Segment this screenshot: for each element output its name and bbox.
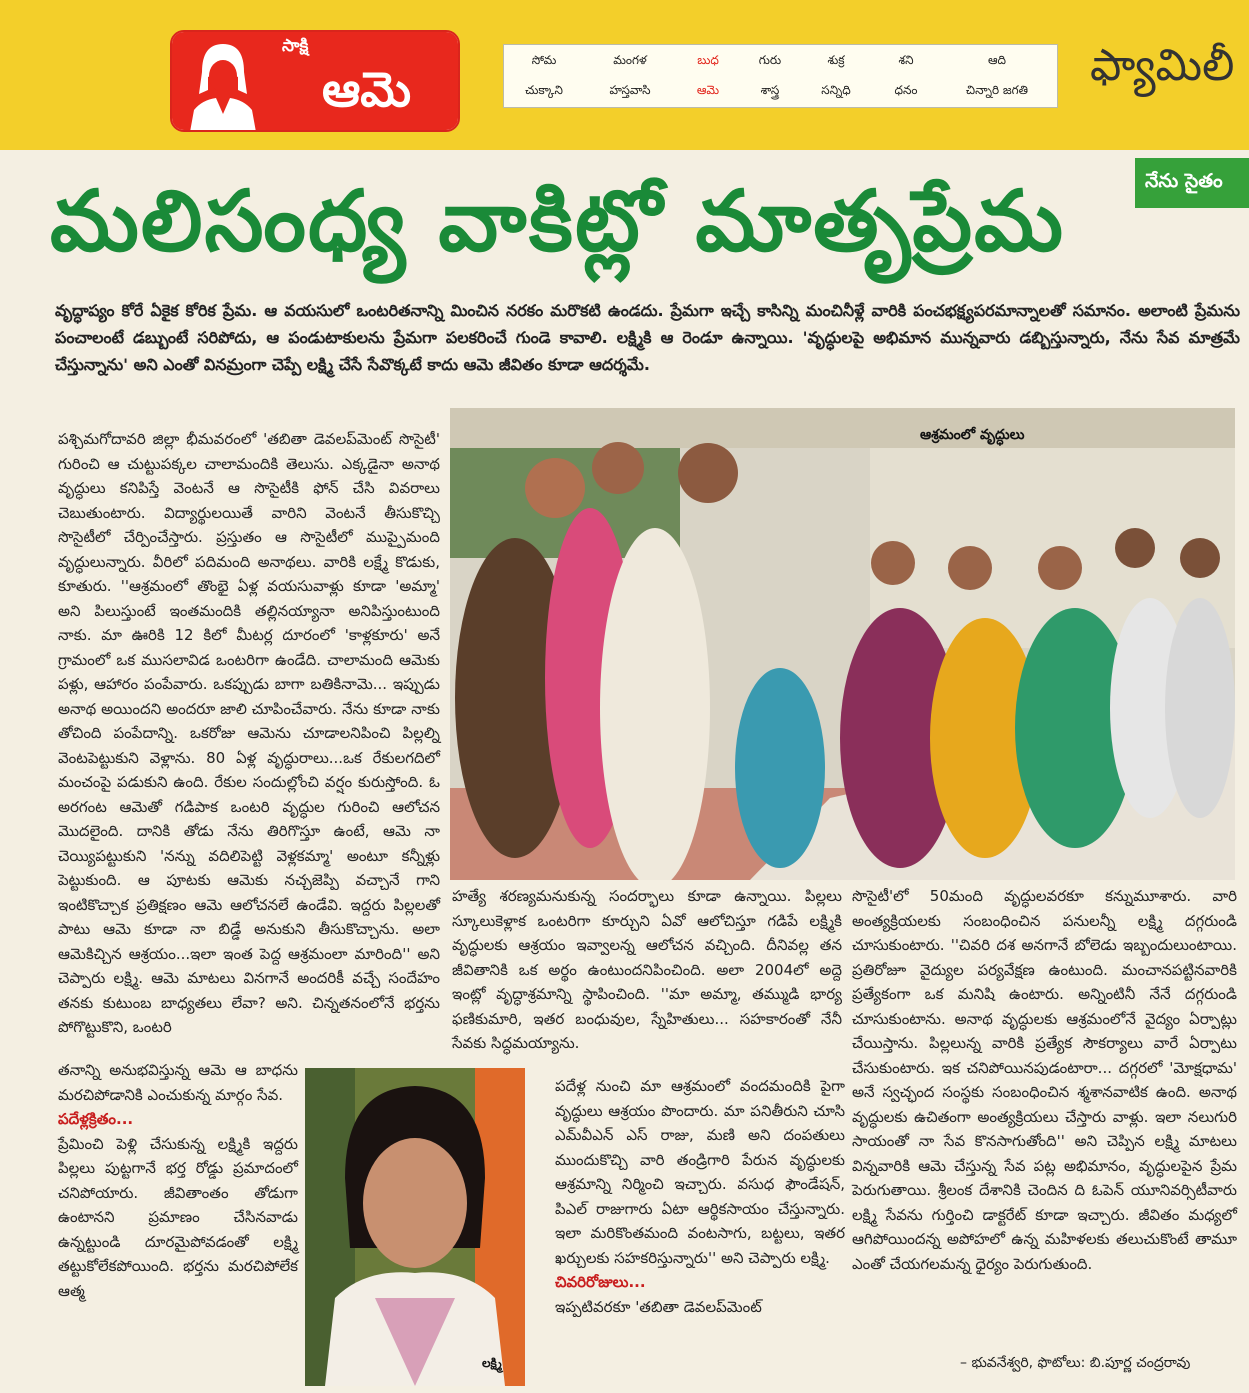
subheading: చివరిరోజులు... <box>555 1273 646 1291</box>
day-topic[interactable]: ఆమె <box>696 83 720 97</box>
elderly-women-photo <box>450 408 1235 880</box>
section-title: ఫ్యామిలీ <box>1090 40 1235 91</box>
lakshmi-portrait-photo <box>305 1068 525 1386</box>
day-label: శని <box>898 53 914 67</box>
article-text: ప్రేమించి పెళ్లి చేసుకున్న లక్ష్మికి ఇద్దరు పిల్లలు పుట్టగానే భర్త రోడ్డు ప్రమాదంలో చనిపోయారు. జీవితాంతం తోడుగా ఉంటానని ప్రమాణం చేసినవాడు ఉన్నట్టుండి దూరమైపోవడంతో లక్ష్మి తట్టుకోలేకపోయింది. భర్తను మరచిపోలేక ఆత్మ <box>58 1134 298 1300</box>
day-label: సోమ <box>531 53 557 67</box>
byline: – భువనేశ్వరి, ఫొటోలు: బి.పూర్ణ చంద్రరావు <box>960 1355 1191 1371</box>
photo-caption: లక్ష్మి <box>482 1356 502 1370</box>
day-topic[interactable]: చిన్నారి జగతి <box>965 83 1029 97</box>
photo-caption: ఆశ్రమంలో వృద్ధులు <box>920 427 1025 443</box>
day-label: ఆది <box>987 53 1007 67</box>
sakshi-aame-logo <box>170 30 460 132</box>
day-label: బుధ <box>697 53 719 67</box>
day-label: శుక్ర <box>827 53 845 67</box>
subheading: పదేళ్లక్రితం... <box>58 1110 134 1128</box>
woman-icon <box>172 32 274 132</box>
day-topic[interactable]: హస్తవాసి <box>609 83 651 97</box>
article-column-1-continued <box>58 1058 298 1303</box>
day-topic[interactable]: శాస్త్ర <box>760 83 780 97</box>
day-label: గురు <box>758 53 782 67</box>
top-banner <box>0 0 1249 150</box>
article-column-2: హత్యే శరణ్యమనుకున్న సందర్భాలు కూడా ఉన్నాయి. పిల్లలు స్కూలుకెళ్లాక ఒంటరిగా కూర్చుని ఏవో ఆలోచిస్తూ గడిపే లక్ష్మికి వృద్ధులకు ఆశ్రయం ఇవ్వాలన్న ఆలోచన వచ్చింది. దీనివల్ల తన జీవితానికి ఒక అర్థం ఉంటుందనిపించింది. అలా 2004లో అద్దె ఇంట్లో వృద్ధాశ్రమాన్ని స్థాపించింది. ''మా అమ్మా, తమ్ముడి భార్య ఫణికుమారి, ఇతర బంధువుల, స్నేహితులు... సహకారంతో నేనీ సేవకు సిద్ధమయ్యాను. <box>452 887 842 1052</box>
day-label: మంగళ <box>613 53 647 67</box>
article-text: తనాన్ని అనుభవిస్తున్న ఆమె ఆ బాధను మరచిపోడానికి ఎంచుకున్న మార్గం సేవ. <box>58 1061 298 1104</box>
page-title: మలిసంధ్య వాకిట్లో మాతృప్రేమ <box>50 172 1065 270</box>
day-topic[interactable]: ధనం <box>894 83 918 97</box>
day-topic[interactable]: చుక్కాని <box>525 83 563 97</box>
article-column-3: సొసైటీ'లో 50మంది వృద్ధులవరకూ కన్నుమూశారు. వారి అంత్యక్రియలకు సంబంధించిన పనులన్నీ లక్ష్మి దగ్గరుండి చూసుకుంటారు. ''చివరి దశ అనగానే బోలెడు ఇబ్బందులుంటాయి. ప్రతిరోజూ వైద్యుల పర్యవేక్షణ ఉంటుంది. మంచానపట్టినవారికి ప్రత్యేకంగా ఒక మనిషి ఉంటారు. అన్నింటినీ నేనే దగ్గరుండి చూసుకుంటాను. అనాథ వృద్ధులకు ఆశ్రమంలోనే వైద్యం ఏర్పాట్లు చేయిస్తాను. పిల్లలున్న వారికి ప్రత్యేక సౌకర్యాలు వారే ఏర్పాటు చేసుకుంటారు. ఇక చనిపోయినపుడంటారా... దగ్గరలో 'మోక్షధామ' అనే స్వచ్ఛంద సంస్థకు సంబంధించిన శ్మశానవాటిక ఉంది. అనాథ వృద్ధులకు ఉచితంగా అంత్యక్రియలు చేస్తారు వాళ్లు. ఇలా నలుగురి సాయంతో నా సేవ కొనసాగుతోంది'' అని చెప్పిన లక్ష్మి మాటలు విన్నవారికి ఆమె చేస్తున్న సేవ పట్ల అభిమానం, వృద్ధులపైన ప్రేమ పెరుగుతాయి. శ్రీలంక దేశానికి చెందిన ది ఓపెన్ యూనివర్సిటీవారు లక్ష్మి సేవను గుర్తించి డాక్టరేట్ కూడా ఇచ్చారు. జీవితం మధ్యలో ఆగిపోయిందన్న అపోహలో ఉన్న మహిళలకు తలుచుకొంటే తామూ ఎంతో చేయగలమన్న ధైర్యం పెరుగుతుంది. <box>852 887 1237 1273</box>
article-text: పదేళ్ల నుంచి మా ఆశ్రమంలో వందమందికి పైగా వృద్ధులు ఆశ్రయం పొందారు. మా పనితీరుని చూసి ఎమ్‌వీఎన్ ఎస్ రాజు, మణి అని దంపతులు ముందుకొచ్చి వారి తండ్రిగారి పేరున వృద్ధులకు ఆశ్రమాన్ని నిర్మించి ఇచ్చారు. వసుధ ఫౌండేషన్, పిఎల్ రాజుగారు ఏటా ఆర్థికసాయం చేస్తున్నారు. ఇలా మరికొంతమంది వంటసాగు, బట్టలు, ఇతర ఖర్చులకు సహకరిస్తున్నారు'' అని చెప్పారు లక్ష్మి. <box>555 1077 845 1267</box>
article-intro: వృద్ధాప్యం కోరే ఏకైక కోరిక ప్రేమ. ఆ వయసులో ఒంటరితనాన్ని మించిన నరకం మరొకటి ఉండదు. ప్రేమగా ఇచ్చే కాసిన్ని మంచినీళ్లే వారికి పంచభక్ష్యపరమాన్నాలతో సమానం. అలాంటి ప్రేమను పంచాలంటే డబ్బుంటే సరిపోదు, ఆ పండుటాకులను ప్రేమగా పలకరించే గుండె కావాలి. లక్ష్మికి ఆ రెండూ ఉన్నాయి. 'వృద్ధులపై అభిమాన మున్నవారు డబ్బిస్తున్నారు, నేను సేవ మాత్రమే చేస్తున్నాను' అని ఎంతో వినమ్రంగా చెప్పే లక్ష్మి చేసే సేవొక్కటే కాదు ఆమె జీవితం కూడా ఆదర్శమే. <box>55 301 1240 374</box>
article-column-2-continued <box>555 1074 845 1319</box>
column-tag: నేను సైతం <box>1135 158 1249 208</box>
article-column-1: పశ్చిమగోదావరి జిల్లా భీమవరంలో 'తబితా డెవలప్‌మెంట్ సొసైటీ' గురించి ఆ చుట్టుపక్కల చాలామందికి తెలుసు. ఎక్కడైనా అనాథ వృద్ధులు కనిపిస్తే వెంటనే ఆ సొసైటీకి ఫోన్ చేసి వివరాలు చెబుతుంటారు. విద్యార్థులయితే వారిని వెంటనే తీసుకొచ్చి సొసైటీలో చేర్పించేస్తారు. ప్రస్తుతం ఆ సొసైటీలో ముప్పైమంది వృద్ధులున్నారు. వీరిలో పదిమంది అనాథలు. వారికి లక్ష్మే కొడుకు, కూతురు. ''ఆశ్రమంలో తొంభై ఏళ్ల వయసువాళ్లు కూడా 'అమ్మా' అని పిలుస్తుంటే ఇంతమందికి తల్లినయ్యానా అనిపిస్తుంటుంది నాకు. మా ఊరికి 12 కిలో మీటర్ల దూరంలో 'కాళ్లకూరు' అనే గ్రామంలో ఒక ముసలావిడ ఒంటరిగా ఉండేది. చాలామంది ఆమెకు పళ్లు, ఆహారం పంపేవారు. ఒకప్పుడు బాగా బతికినామె... ఇప్పుడు అనాథ అయిందని అందరూ జాలి చూపించేవారు. నేను కూడా నాకు తోచింది పంపేదాన్ని. ఒకరోజు ఆమెను చూడాలనిపించి పిల్లల్ని వెంటపెట్టుకుని వెళ్లాను. 80 ఏళ్ల వృద్ధురాలు...ఒక రేకులగదిలో మంచంపై పడుకుని ఉంది. రేకుల సందుల్లోంచి వర్షం కురుస్తోంది. ఓ అరగంట ఆమెతో గడిపాక ఒంటరి వృద్ధుల గురించి ఆలోచన మొదలైంది. దానికి తోడు నేను తిరిగొస్తూ ఉంటే, ఆమె నా చెయ్యిపట్టుకుని 'నన్ను వదిలిపెట్టి వెళ్లకమ్మా' అంటూ కన్నీళ్లు పెట్టుకుంది. ఆ పూటకు ఆమెకు నచ్చజెప్పి వచ్చానే గాని ఇంటికొచ్చాక ప్రతిక్షణం ఆమె ఆలోచనలే ఉండేవి. ఇద్దరు పిల్లలతో పాటు ఆమె కూడా నా బిడ్డే అనుకుని తీసుకొచ్చాను. అలా ఆమెకిచ్చిన ఆశ్రయం...ఇలా ఇంత పెద్ద ఆశ్రమంలా మారింది'' అని చెప్పారు లక్ష్మి. ఆమె మాటలు వినగానే అందరికీ వచ్చే సందేహం తనకు కుటుంబ బాధ్యతలు లేవా? అని. చిన్నతనంలోనే భర్తను పోగొట్టుకొని, ఒంటరి <box>58 430 440 1036</box>
logo-sakshi-text: సాక్షి <box>282 36 309 56</box>
logo-aame-text: ఆమె <box>322 62 412 118</box>
day-topic[interactable]: సన్నిధి <box>821 83 851 97</box>
article-text: ఇప్పటివరకూ 'తబితా డెవలప్‌మెంట్ <box>555 1297 762 1316</box>
weekday-schedule <box>503 44 1058 108</box>
